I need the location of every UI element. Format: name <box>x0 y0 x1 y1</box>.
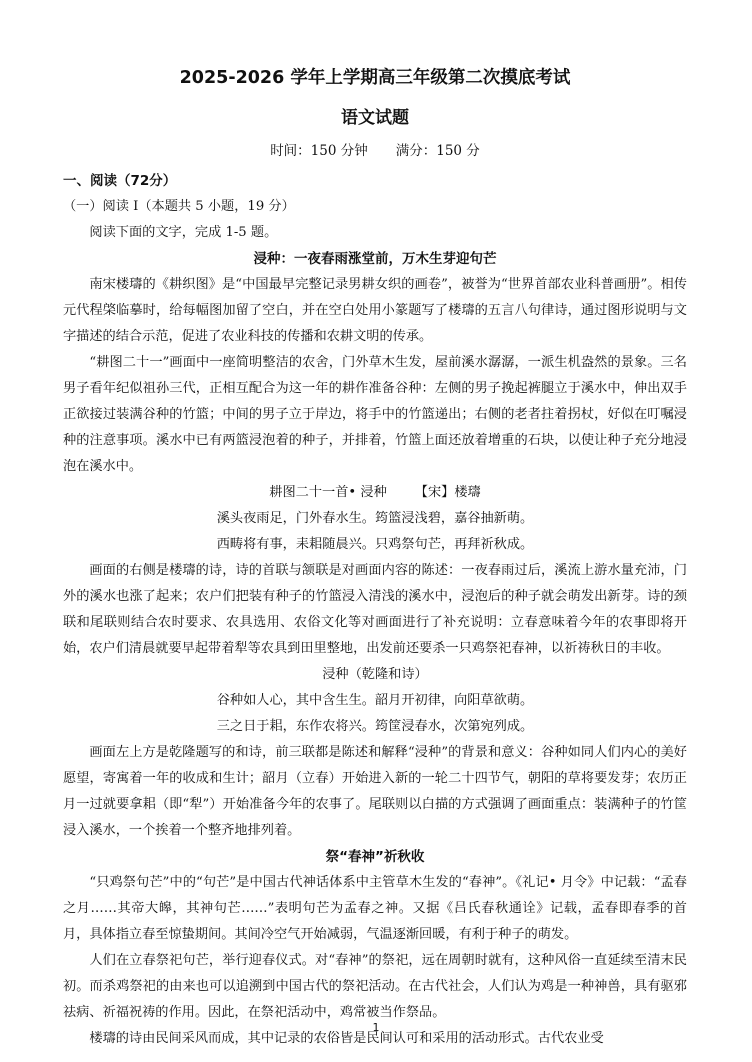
paragraph-6: 人们在立春祭祀句芒，举行迎春仪式。对“春神”的祭祀，远在周朝时就有，这种风俗一直延续至清末民初。而杀鸡祭祀的由来也可以追溯到中国古代的祭祀活动。在古代社会，人们认为鸡是一种神兽，具有驱邪祛病、祈福祝祷的作用。因此，在祭祀活动中，鸡常被当作祭品。 <box>63 953 687 1020</box>
poem-1-heading <box>63 480 687 506</box>
poem-1-author: 【宋】楼璹 <box>414 485 481 500</box>
article-heading-2: 祭“春神”祈秋收 <box>325 849 425 865</box>
poem-1-line-2: 西畴将有事，耒耜随晨兴。只鸡祭句芒，再拜祈秋成。 <box>216 537 534 552</box>
poem-1-title: 耕图二十一首• 浸种 <box>269 485 387 500</box>
section-heading: 一、阅读（72分） <box>63 173 177 189</box>
page-number: 1 <box>372 1021 380 1034</box>
poem-2-line-2: 三之日于耜，东作农将兴。筠筐浸春水，次第宛列成。 <box>216 719 534 734</box>
paragraph-2: “耕图二十一”画面中一座简明整洁的农舍，门外草木生发，屋前溪水潺潺，一派生机盎然的景象。三名男子看年纪似祖孙三代，正相互配合为这一年的耕作准备谷种：左侧的男子挽起裤腿立于溪水中，伸出双手正欲接过装满谷种的竹篮；中间的男子立于岸边，将手中的竹篮递出；右侧的老者拄着拐杖，好似在叮嘱浸种的注意事项。溪水中已有两篮浸泡着的种子，并排着，竹篮上面还放着增重的石块，以使让种子充分地浸泡在溪水中。 <box>63 355 687 474</box>
paragraph-1: 南宋楼璹的《耕织图》是“中国最早完整记录男耕女织的画卷”，被誉为“世界首部农业科普画册”。相传元代程棨临摹时，给每幅图加留了空白，并在空白处用小篆题写了楼璹的五言八句律诗，通过图形说明与文字描述的结合示范，促进了农业科技的传播和农耕文明的传承。 <box>63 277 687 344</box>
poem-1-line-1: 溪头夜雨足，门外春水生。筠篮浸浅碧，嘉谷抽新萌。 <box>216 511 534 526</box>
exam-subtitle: 语文试题 <box>341 108 409 128</box>
exam-meta <box>63 138 687 164</box>
article-heading-1: 浸种：一夜春雨涨堂前，万木生芽迎句芒 <box>253 251 497 267</box>
exam-title: 2025-2026 学年上学期高三年级第二次摸底考试 <box>179 68 571 88</box>
paragraph-4: 画面左上方是乾隆题写的和诗，前三联都是陈述和解释“浸种”的背景和意义：谷种如同人们内心的美好愿望，寄寓着一年的收成和生计；韶月（立春）开始进入新的一轮二十四节气，朝阳的草将要发芽；农历正月一过就要拿耜（即“犁”）开始准备今年的农事了。尾联则以白描的方式强调了画面重点：装满种子的竹筐浸入溪水，一个挨着一个整齐地排列着。 <box>63 745 687 838</box>
paragraph-3: 画面的右侧是楼璹的诗，诗的首联与颔联是对画面内容的陈述：一夜春雨过后，溪流上游水量充沛，门外的溪水也涨了起来；农户们把装有种子的竹篮浸入清浅的溪水中，浸泡后的种子就会萌发出新芽。诗的颈联和尾联则结合农时要求、农具选用、农俗文化等对画面进行了补充说明：立春意味着今年的农事即将开始，农户们清晨就要早起带着犁等农具到田里整地，出发前还要杀一只鸡祭祀春神，以祈祷秋日的丰收。 <box>63 563 687 656</box>
instruction: 阅读下面的文字，完成 1-5 题。 <box>89 225 278 240</box>
sub-section-heading: （一）阅读 Ⅰ（本题共 5 小题，19 分） <box>63 199 295 214</box>
poem-2-title: 浸种（乾隆和诗） <box>322 667 428 682</box>
score-label: 满分：150 分 <box>395 143 480 159</box>
time-label: 时间：150 分钟 <box>270 143 368 159</box>
poem-2-line-1: 谷种如人心，其中含生生。韶月开初律，向阳草欲萌。 <box>216 693 534 708</box>
paragraph-7: 楼璹的诗由民间采风而成，其中记录的农俗皆是民间认可和采用的活动形式。古代农业受 <box>89 1031 604 1046</box>
paragraph-5: “只鸡祭句芒”中的“句芒”是中国古代神话体系中主管草木生发的“春神”。《礼记• 月令》中记载：“孟春之月……其帝大皞，其神句芒……”表明句芒为孟春之神。又据《吕氏春秋通诠》记载，孟春即春季的首月，具体指立春至惊蛰期间。其间冷空气开始减弱，气温逐渐回暖，有利于种子的萌发。 <box>63 875 687 942</box>
